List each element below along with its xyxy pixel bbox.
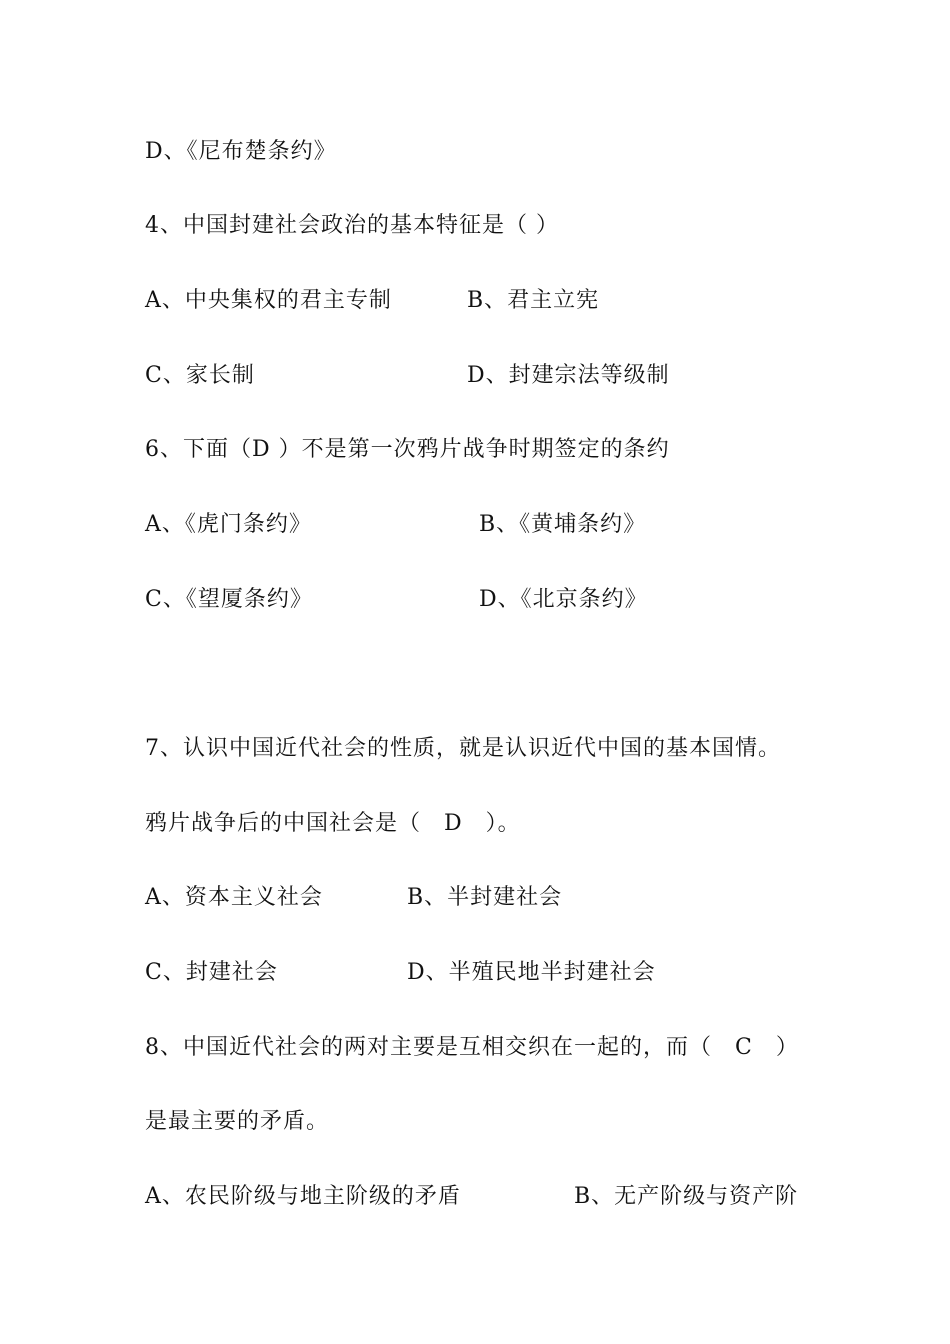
q4-option-d: D、封建宗法等级制 (467, 363, 670, 388)
q8-question-line1: 8、中国近代社会的两对主要是互相交织在一起的，而（ C ） (145, 1035, 799, 1060)
q8-question-line2: 是最主要的矛盾。 (145, 1109, 330, 1134)
q7-question-line1: 7、认识中国近代社会的性质，就是认识近代中国的基本国情。 (145, 736, 781, 761)
q3-option-d: D、《尼布楚条约》 (145, 139, 337, 164)
q7-option-a: A、资本主义社会 (145, 885, 323, 910)
q6-question: 6、下面（D ）不是第一次鸦片战争时期签定的条约 (145, 437, 670, 462)
q8-option-a: A、农民阶级与地主阶级的矛盾 (145, 1184, 461, 1209)
q6-option-c: C、《望厦条约》 (145, 587, 313, 612)
q7-option-d: D、半殖民地半封建社会 (407, 960, 656, 985)
q6-option-d: D、《北京条约》 (479, 587, 648, 612)
q8-option-b: B、无产阶级与资产阶 (574, 1184, 799, 1209)
q4-option-b: B、君主立宪 (467, 288, 600, 313)
q7-option-c: C、封建社会 (145, 960, 278, 985)
q6-option-b: B、《黄埔条约》 (479, 512, 647, 537)
q7-option-b: B、半封建社会 (407, 885, 563, 910)
q6-option-a: A、《虎门条约》 (145, 512, 312, 537)
q4-option-c: C、家长制 (145, 363, 255, 388)
q4-option-a: A、中央集权的君主专制 (145, 288, 392, 313)
q4-question: 4、中国封建社会政治的基本特征是（ ） (145, 213, 559, 238)
q7-question-line2: 鸦片战争后的中国社会是（ D ）。 (145, 811, 521, 836)
